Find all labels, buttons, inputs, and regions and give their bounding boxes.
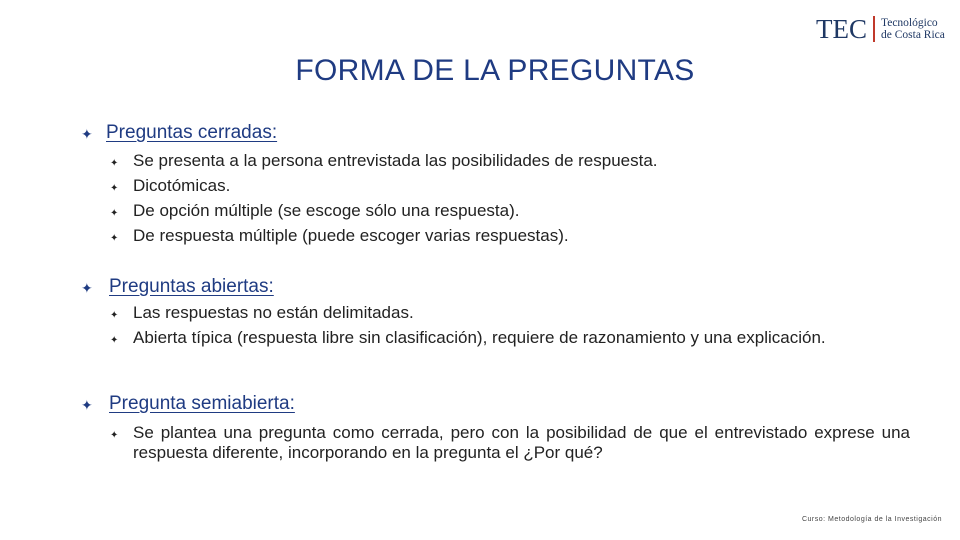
section-3-heading: Pregunta semiabierta: — [109, 393, 295, 414]
list-item-text: Las respuestas no están delimitadas. — [133, 303, 414, 322]
bullet-icon: ✦ — [110, 233, 119, 244]
bullet-icon: ✦ — [110, 430, 119, 441]
bullet-icon: ✦ — [110, 208, 119, 219]
list-item-text: Abierta típica (respuesta libre sin clasificación), requiere de razonamiento y una explicación. — [133, 328, 826, 347]
bullet-icon: ✦ — [110, 158, 119, 169]
logo-line-2: de Costa Rica — [881, 29, 945, 41]
list-item-text: Dicotómicas. — [133, 176, 231, 195]
section-1-heading: Preguntas cerradas: — [106, 122, 278, 143]
logo-line-1: Tecnológico — [881, 17, 938, 29]
logo-mark: TEC — [816, 14, 867, 44]
section-2-bullet-icon: ✦ — [81, 280, 93, 296]
slide-title: FORMA DE LA PREGUNTAS — [295, 54, 695, 87]
footer-course-label: Curso: Metodología de la Investigación — [801, 516, 942, 523]
section-3-bullet-icon: ✦ — [81, 397, 93, 413]
section-2-heading: Preguntas abiertas: — [109, 276, 274, 297]
bullet-icon: ✦ — [110, 335, 119, 346]
logo-text — [881, 17, 945, 41]
list-item-text: Se presenta a la persona entrevistada las posibilidades de respuesta. — [133, 151, 658, 170]
section-1-bullet-icon: ✦ — [81, 126, 93, 142]
list-item-text: De respuesta múltiple (puede escoger varias respuestas). — [133, 226, 569, 245]
bullet-icon: ✦ — [110, 310, 119, 321]
institution-logo — [816, 14, 945, 44]
list-item-text: De opción múltiple (se escoge sólo una respuesta). — [133, 201, 520, 220]
bullet-icon: ✦ — [110, 183, 119, 194]
list-item-text: Se plantea una pregunta como cerrada, pero con la posibilidad de que el entrevistado exprese una respuesta diferente, incorporando en la pregunta el ¿Por qué? — [133, 423, 910, 462]
logo-separator — [873, 16, 875, 42]
